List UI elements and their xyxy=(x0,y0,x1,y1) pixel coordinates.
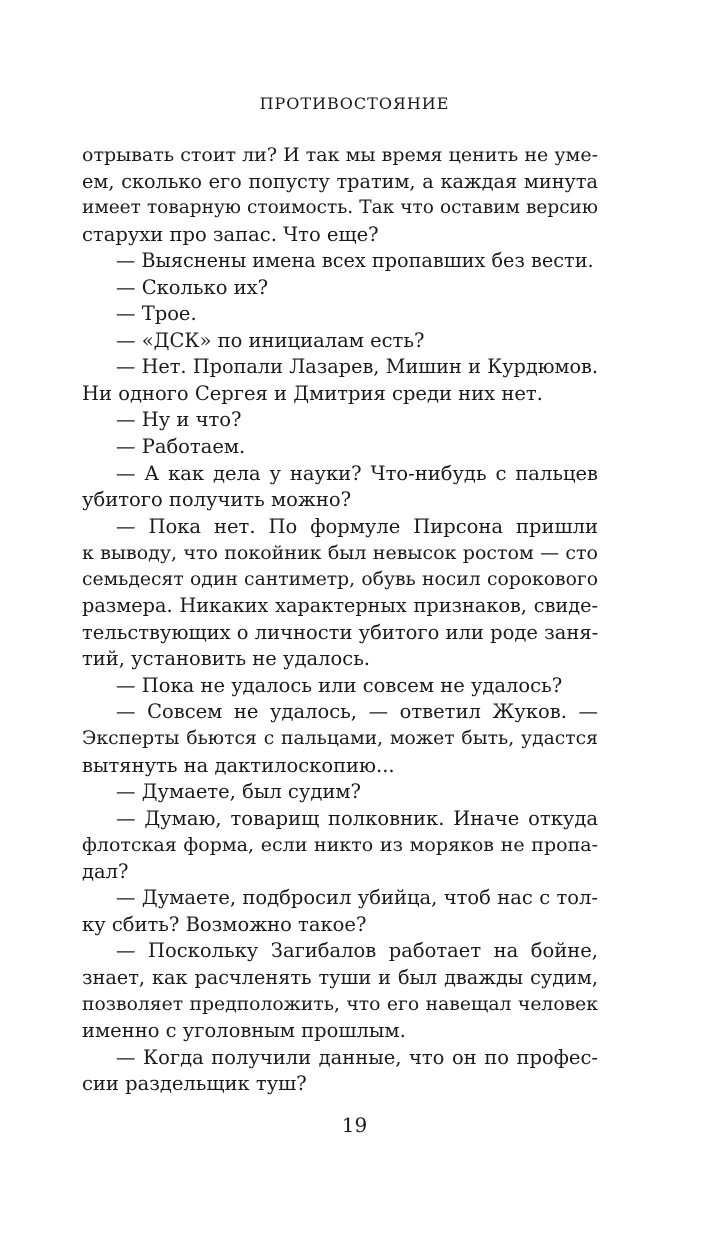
text-line: Эксперты бьются с пальцами, может быть, удастся xyxy=(82,728,598,750)
text-line: к выводу, что покойник был невысок ростом — сто xyxy=(82,542,598,565)
text-line: именно с уголовным прошлым. xyxy=(82,1019,406,1043)
text-line: — Работаем. xyxy=(116,435,246,459)
text-line: — Думаю, товарищ полковник. Иначе откуда xyxy=(116,806,598,830)
text-line: — Выяснены имена всех пропавших без вести. xyxy=(116,249,594,273)
text-line: — Пока нет. По формуле Пирсона пришли xyxy=(116,514,598,538)
text-line: семьдесят один сантиметр, обувь носил сорокового xyxy=(82,568,598,590)
text-line: вытянуть на дактилоскопию... xyxy=(82,753,395,777)
text-line: — Думаете, подбросил убийца, чтоб нас с тол- xyxy=(116,886,598,910)
text-line: — «ДСК» по инициалам есть? xyxy=(116,328,425,352)
text-line: тельствующих о личности убитого или роде заня- xyxy=(82,620,598,644)
text-line: — Трое. xyxy=(116,302,197,326)
text-line: размера. Никаких характерных признаков, свиде- xyxy=(82,594,598,618)
text-line: — Поскольку Загибалов работает на бойне, xyxy=(116,939,598,963)
text-line: — Ну и что? xyxy=(116,408,242,432)
text-line: флотская форма, если никто из моряков не пропа- xyxy=(82,834,598,857)
text-line: тий, установить не удалось. xyxy=(82,647,371,671)
text-line: — Сколько их? xyxy=(116,275,269,299)
text-line: имеет товарную стоимость. Так что оставим версию xyxy=(82,197,598,219)
text-line: позволяет предположить, что его навещал человек xyxy=(82,993,598,1015)
page-number: 19 xyxy=(341,1113,368,1137)
running-head: ПРОТИВОСТОЯНИЕ xyxy=(259,94,450,113)
text-line: — Нет. Пропали Лазарев, Мишин и Курдюмов. xyxy=(116,355,598,379)
text-line: убитого получить можно? xyxy=(82,488,352,512)
text-line: отрывать стоит ли? И так мы время ценить не уме- xyxy=(82,144,598,166)
text-line: — Пока не удалось или совсем не удалось? xyxy=(116,673,563,697)
text-line: Ни одного Сергея и Дмитрия среди них нет. xyxy=(82,381,543,405)
text-line: — Когда получили данные, что он по профес- xyxy=(116,1045,598,1069)
text-line: знает, как расчленять туши и был дважды судим, xyxy=(82,965,598,989)
text-line: ем, сколько его попусту тратим, а каждая минута xyxy=(82,169,598,193)
text-line: сии раздельщик туш? xyxy=(82,1072,307,1096)
text-line: ку сбить? Возможно такое? xyxy=(82,912,367,936)
text-line: дал? xyxy=(82,859,129,883)
text-line: — А как дела у науки? Что-нибудь с пальцев xyxy=(116,461,598,485)
text-line: старухи про запас. Что еще? xyxy=(82,222,379,246)
text-line: — Совсем не удалось, — ответил Жуков. — xyxy=(116,700,598,724)
body-text xyxy=(82,142,598,1098)
text-line: — Думаете, был судим? xyxy=(116,780,361,804)
